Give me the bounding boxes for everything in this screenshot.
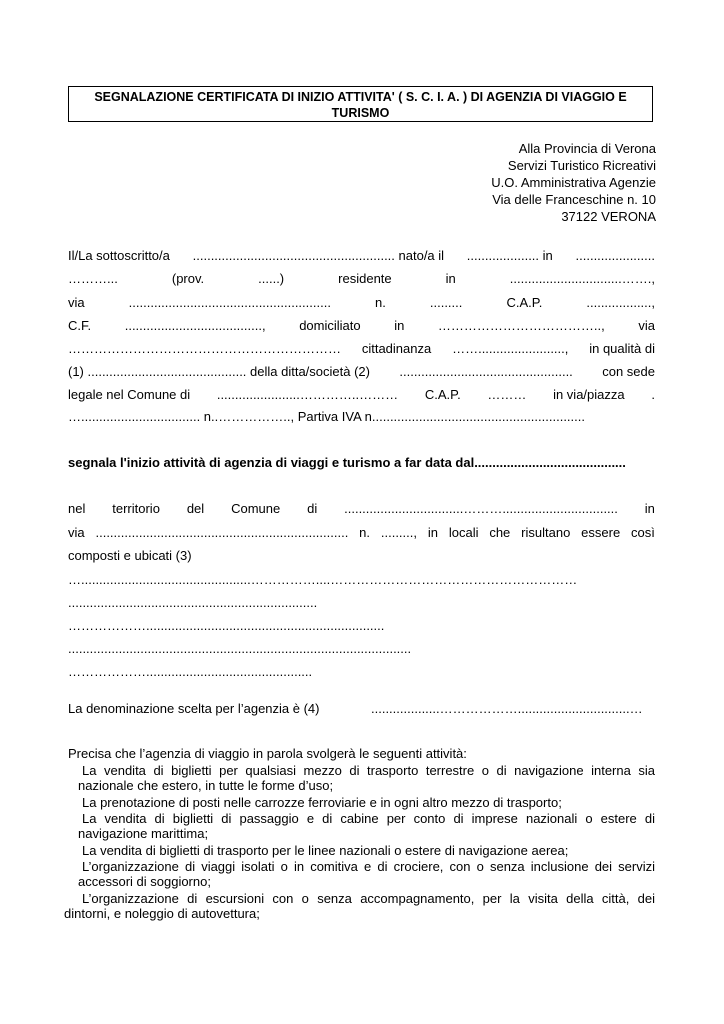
text-segment: residente	[338, 271, 392, 286]
text-segment: ………………………………………………………	[68, 341, 341, 356]
text-segment: in qualità di	[589, 341, 655, 356]
text-segment: del	[186, 501, 205, 516]
text-segment: C.A.P.	[424, 387, 461, 402]
text-segment: ………………………………..,	[437, 318, 605, 333]
territorio-tail: composti e ubicati (3)	[68, 548, 192, 563]
text-segment: Il/La sottoscritto/a	[68, 248, 170, 263]
text-segment: in via/piazza	[553, 387, 625, 402]
text-segment: ................................................	[399, 364, 573, 379]
text-segment: ......)	[258, 271, 285, 286]
text-segment: in	[427, 525, 438, 540]
attivita-item	[82, 891, 655, 907]
text-segment: ……........................,	[452, 341, 569, 356]
text-segment: di	[307, 501, 318, 516]
dotted-line: …...............................................……………....…………………………………………………	[68, 572, 578, 587]
declarant-line	[68, 408, 655, 426]
denominazione-line	[68, 700, 655, 718]
text-segment: cittadinanza	[361, 341, 432, 356]
recipient-address	[491, 140, 656, 225]
text-segment: che	[489, 525, 511, 540]
attivita-item	[82, 843, 568, 859]
text-segment: ………...	[68, 271, 118, 286]
text-segment: ........................................................ nato/a il	[192, 248, 445, 263]
attivita-item	[82, 795, 562, 811]
text-segment: …................................. n..…………….., Partiva IVA n...........................................................	[68, 409, 585, 424]
declarant-line	[68, 386, 655, 404]
attivita-item	[82, 859, 655, 875]
text-segment: ......................................,	[124, 318, 266, 333]
text-segment: n.	[359, 525, 371, 540]
text-segment: locali	[448, 525, 479, 540]
text-segment: via	[68, 295, 85, 310]
attivita-text: navigazione marittima;	[78, 826, 209, 841]
address-line: 37122 VERONA	[561, 209, 656, 224]
text-segment: ...............................…….,	[509, 271, 655, 286]
text-segment: ..................,	[586, 295, 655, 310]
dotted-line: ...............................................................................................	[68, 641, 412, 656]
declarant-line	[68, 317, 655, 335]
text-segment: Comune	[231, 501, 281, 516]
attivita-text: accessori di soggiorno;	[78, 874, 211, 889]
attivita-text: La vendita di biglietti di trasporto per le linee nazionali o estere di navigazione aerea;	[82, 843, 569, 858]
declarant-line	[68, 294, 655, 312]
attivita-text: dintorni, e noleggio di autovettura;	[64, 906, 260, 921]
declarant-line	[68, 270, 655, 288]
text-segment: in	[394, 318, 405, 333]
text-segment: .......................…………..………	[216, 387, 399, 402]
declarant-line	[68, 247, 655, 265]
text-segment: risultano	[521, 525, 571, 540]
text-segment: domiciliato	[299, 318, 361, 333]
text-segment: n.	[374, 295, 386, 310]
text-segment: C.A.P.	[506, 295, 543, 310]
text-segment: .	[651, 387, 655, 402]
text-segment: territorio	[112, 501, 160, 516]
text-segment: (prov.	[171, 271, 205, 286]
dotted-line: ………………..................................................................	[68, 618, 385, 633]
text-segment: .........,	[380, 525, 417, 540]
text-segment: C.F.	[68, 318, 92, 333]
attivita-item	[82, 763, 655, 779]
denominazione-value: ...................………………...............................…	[371, 701, 643, 716]
document-title-box	[68, 86, 653, 122]
text-segment: essere	[581, 525, 621, 540]
territorio-line	[68, 524, 655, 542]
address-line: Alla Provincia di Verona	[518, 141, 656, 156]
address-line: Via delle Franceschine n. 10	[492, 192, 656, 207]
text-segment: così	[631, 525, 655, 540]
attivita-text: La vendita di biglietti per qualsiasi mezzo di trasporto terrestre o di navigazione interna sia	[82, 763, 655, 778]
dotted-line: .....................................................................	[68, 595, 318, 610]
attivita-item-cont	[64, 906, 260, 922]
attivita-text: L’organizzazione di escursioni con o senza accompagnamento, per la visita della città, dei	[82, 891, 655, 906]
text-segment: .................... in	[466, 248, 553, 263]
declarant-line	[68, 363, 655, 381]
title-line-1: SEGNALAZIONE CERTIFICATA DI INIZIO ATTIVITA' ( S. C. I. A. ) DI AGENZIA DI VIAGGIO E	[94, 90, 627, 104]
title-line-2: TURISMO	[331, 106, 390, 120]
text-segment: via	[638, 318, 655, 333]
denominazione-label: La denominazione scelta per l’agenzia è (4)	[68, 701, 320, 716]
text-segment: via	[68, 525, 85, 540]
text-segment: in	[445, 271, 456, 286]
text-segment: ........................................................	[128, 295, 331, 310]
attivita-text: La vendita di biglietti di passaggio e di cabine per conto di imprese nazionali o estere di	[82, 811, 655, 826]
text-segment: ………	[487, 387, 527, 402]
attivita-text: La prenotazione di posti nelle carrozze ferroviarie e in ogni altro mezzo di trasporto;	[82, 795, 562, 810]
text-segment: con sede	[602, 364, 655, 379]
text-segment: in	[644, 501, 655, 516]
text-segment: (1) ............................................ della ditta/società (2)	[68, 364, 370, 379]
attivita-item	[82, 811, 655, 827]
declarant-line	[68, 340, 655, 358]
attivita-intro: Precisa che l’agenzia di viaggio in parola svolgerà le seguenti attività:	[68, 746, 467, 761]
text-segment: ......................	[575, 248, 655, 263]
address-line: Servizi Turistico Ricreativi	[507, 158, 656, 173]
attivita-item-cont	[78, 826, 208, 842]
address-line: U.O. Amministrativa Agenzie	[491, 175, 656, 190]
attivita-text: L’organizzazione di viaggi isolati o in comitiva e di crociere, con o senza inclusione dei servizi	[82, 859, 655, 874]
territorio-line	[68, 500, 655, 518]
text-segment: legale nel Comune di	[68, 387, 191, 402]
text-segment: .................................………................................	[344, 501, 618, 516]
dotted-line: ………………..............................................	[68, 664, 313, 679]
segnala-statement: segnala l'inizio attività di agenzia di viaggi e turismo a far data dal..........................................	[68, 455, 626, 470]
attivita-item-cont	[78, 874, 211, 890]
text-segment: nel	[68, 501, 86, 516]
text-segment: ......................................................................	[95, 525, 349, 540]
attivita-text: nazionale che estero, in tutte le forme d’uso;	[78, 778, 334, 793]
attivita-item-cont	[78, 778, 333, 794]
text-segment: .........	[429, 295, 463, 310]
